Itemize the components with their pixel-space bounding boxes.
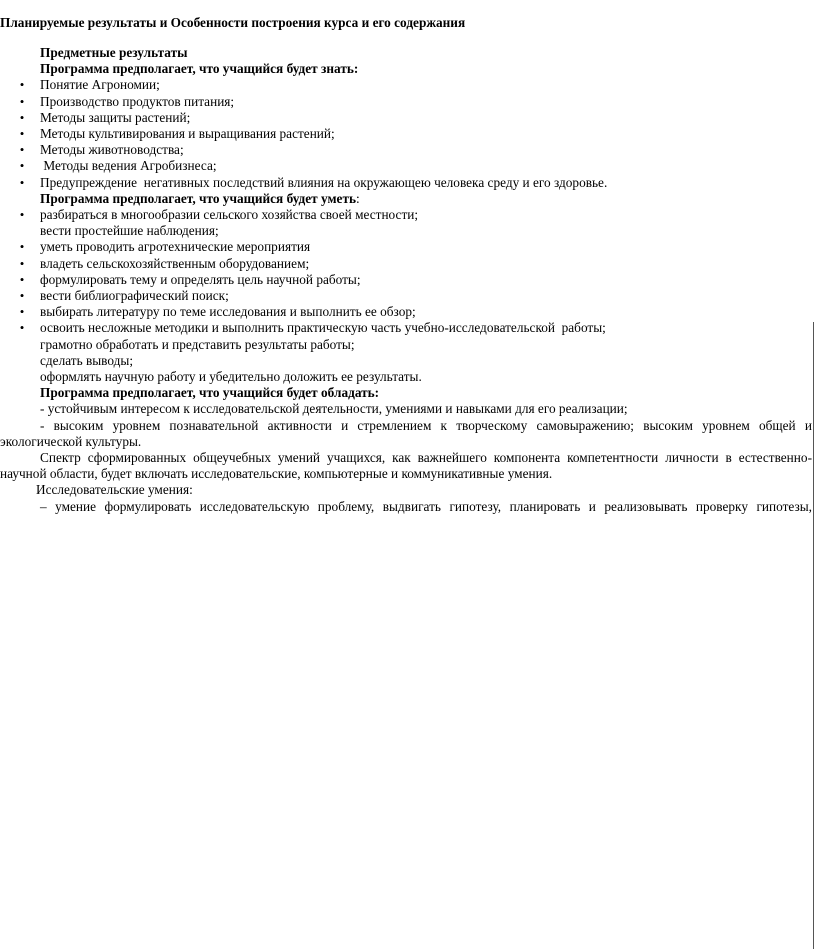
can-heading: Программа предполагает, что учащийся будет уметь: — [40, 190, 360, 206]
bullet-icon: • — [19, 304, 25, 320]
bullet-icon: • — [19, 109, 25, 125]
research-heading: Исследовательские умения: — [36, 482, 193, 498]
research-item: – умение формулировать исследовательскую проблему, выдвигать гипотезу, планировать и реализовывать проверку гипотезы, — [40, 498, 812, 514]
can-continuation-line: оформлять научную работу и убедительно доложить ее результаты. — [40, 369, 422, 385]
bullet-icon: • — [19, 158, 25, 174]
bullet-icon: • — [19, 288, 25, 304]
bullet-icon: • — [19, 142, 25, 158]
bullet-icon: • — [19, 207, 25, 223]
know-item: • Методы защиты растений; — [0, 110, 812, 126]
know-item: • Понятие Агрономии; — [0, 77, 812, 93]
section-heading: Предметные результаты — [40, 45, 188, 60]
bullet-icon: • — [19, 126, 25, 142]
know-item: • Методы культивирования и выращивания растений; — [0, 126, 812, 142]
can-continuation-line: грамотно обработать и представить результаты работы; — [40, 336, 355, 352]
bullet-icon: • — [19, 255, 25, 271]
bullet-icon: • — [19, 320, 25, 336]
can-item: • уметь проводить агротехнические мероприятия — [0, 239, 812, 255]
bullet-icon: • — [19, 174, 25, 190]
document-body — [0, 45, 812, 515]
can-continuation-line: сделать выводы; — [40, 352, 134, 368]
can-item: • освоить несложные методики и выполнить практическую часть учебно-исследовательской работы; — [0, 320, 812, 336]
bullet-icon: • — [19, 271, 25, 287]
know-item: • Методы ведения Агробизнеса; — [0, 158, 812, 174]
know-heading: Программа предполагает, что учащийся будет знать: — [40, 61, 359, 77]
can-item: • формулировать тему и определять цель научной работы; — [0, 272, 812, 288]
bullet-icon: • — [19, 239, 25, 255]
can-item: • разбираться в многообразии сельского хозяйства своей местности; — [0, 207, 812, 223]
can-item-continuation: вести простейшие наблюдения; — [40, 223, 219, 239]
can-item: • владеть сельскохозяйственным оборудованием; — [0, 256, 812, 272]
bullet-icon: • — [19, 77, 25, 93]
possess-heading: Программа предполагает, что учащийся будет обладать: — [40, 385, 380, 401]
margin-rule — [813, 322, 814, 949]
document-title: Планируемые результаты и Особенности построения курса и его содержания — [0, 15, 466, 30]
know-item: • Предупреждение негативных последствий влияния на окружающею человека среду и его здоровье. — [0, 175, 812, 191]
bullet-icon: • — [19, 93, 25, 109]
possess-line: - устойчивым интересом к исследовательской деятельности, умениями и навыками для его реализации; — [40, 401, 628, 417]
possess-line: - высоким уровнем познавательной активности и стремлением к творческому самовыражению; высоким уровнем общей и экологической культуры. — [0, 417, 812, 449]
can-item: • выбирать литературу по теме исследования и выполнить ее обзор; — [0, 304, 812, 320]
spectrum-paragraph: Спектр сформированных общеучебных умений учащихся, как важнейшего компонента компетентности личности в естественно-научной области, будет включать исследовательские, компьютерные и коммуникативные умения. — [0, 450, 812, 482]
know-item: • Методы животноводства; — [0, 142, 812, 158]
know-item: • Производство продуктов питания; — [0, 94, 812, 110]
can-item: • вести библиографический поиск; — [0, 288, 812, 304]
